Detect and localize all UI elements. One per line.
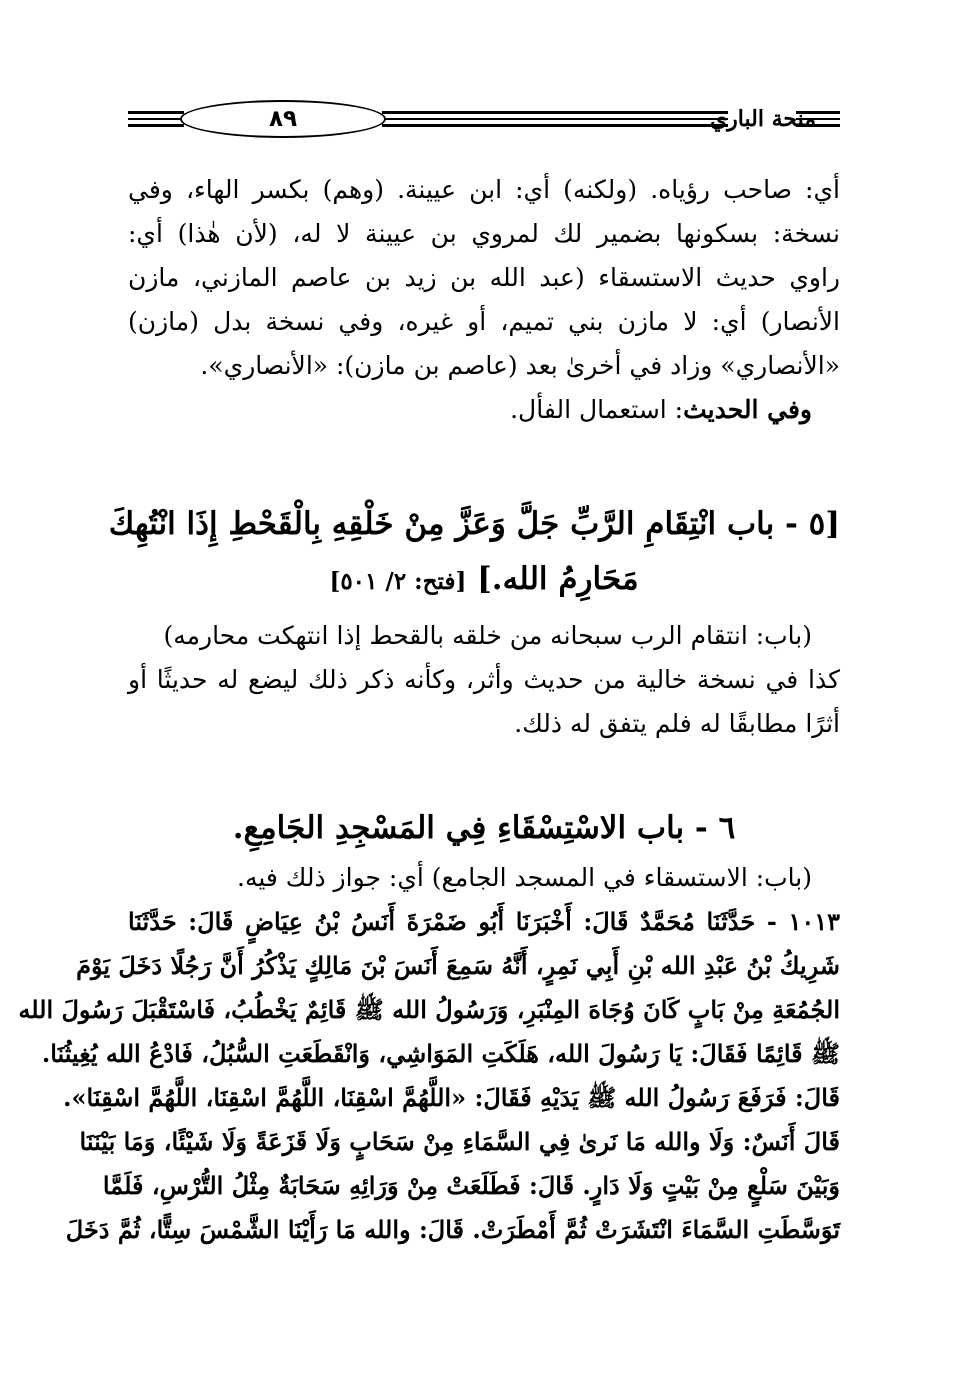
hadith-line: قَالَ أَنَسٌ: وَلَا والله مَا نَرىٰ فِي السَّمَاءِ مِنْ سَحَابٍ وَلَا قَزَعَةً وَلَا شَيْئًا، وَمَا بَيْنَنَا xyxy=(79,1127,840,1156)
hadith-line: قَالَ: فَرَفَعَ رَسُولُ الله ﷺ يَدَيْهِ فَقَالَ: «اللَّهُمَّ اسْقِنَا، اللَّهُمَّ اسْقِنَا، اللَّهُمَّ اسْقِنَا». xyxy=(63,1083,840,1112)
text-line: (باب: انتقام الرب سبحانه من خلقه بالقحط إذا انتهكت محارمه) xyxy=(163,621,812,650)
text-line: أي: صاحب رؤياه. (ولكنه) أي: ابن عيينة. (وهم) بكسر الهاء، وفي xyxy=(128,175,840,204)
text-line: كذا في نسخة خالية من حديث وأثر، وكأنه ذكر ذلك ليضع له حديثًا أو xyxy=(128,665,840,694)
text-line: راوي حديث الاستسقاء (عبد الله بن زيد بن عاصم المازني، مازن xyxy=(128,263,840,292)
chapter-title-line: [٥ - باب انْتِقَامِ الرَّبِّ جَلَّ وَعَزَّ مِنْ خَلْقِهِ بِالْقَحْطِ إِذَا انْتُهِكَ xyxy=(108,506,840,542)
commentary-paragraph-1 xyxy=(128,168,840,432)
commentary-paragraph-2 xyxy=(128,614,840,746)
chapter-title-line xyxy=(128,552,840,609)
chapter-title-tail: مَحَارِمُ الله.] xyxy=(477,561,639,597)
text-line xyxy=(128,388,840,432)
text-line: (باب: الاستسقاء في المسجد الجامع) أي: جواز ذلك فيه. xyxy=(237,863,812,892)
header-rule-center xyxy=(382,111,728,127)
hadith-line: شَرِيكُ بْنُ عَبْدِ الله بْنِ أَبِي نَمِرٍ، أَنَّهُ سَمِعَ أَنَسَ بْنَ مَالِكٍ يَذْكُرُ أَنَّ رَجُلًا دَخَلَ يَوْمَ xyxy=(76,951,840,980)
hadith-line: ﷺ قَائِمًا فَقَالَ: يَا رَسُولَ الله، هَلَكَتِ المَوَاشِي، وَانْقَطَعَتِ السُّبُلُ، فَادْعُ الله يُغِيثُنَا. xyxy=(41,1039,840,1068)
commentary-paragraph-3 xyxy=(128,856,840,900)
chapter-heading-5 xyxy=(108,496,840,609)
text-span: : استعمال الفأل. xyxy=(510,395,684,424)
fath-reference: [فتح: ٢/ ٥٠١] xyxy=(329,568,467,595)
running-header xyxy=(128,96,840,142)
running-title: منحة الباري xyxy=(709,106,817,132)
lead-phrase: وفي الحديث xyxy=(683,395,812,424)
header-rule-left xyxy=(128,111,184,127)
text-line: أثرًا مطابقًا له فلم يتفق له ذلك. xyxy=(514,709,840,738)
chapter-heading-6: ٦ - باب الاسْتِسْقَاءِ فِي المَسْجِدِ الجَامِعِ. xyxy=(232,810,736,846)
text-line: «الأنصاري» وزاد في أخرىٰ بعد (عاصم بن مازن): «الأنصاري». xyxy=(200,351,840,380)
hadith-line: تَوَسَّطَتِ السَّمَاءَ انْتَشَرَتْ ثُمَّ أَمْطَرَتْ. قَالَ: والله مَا رَأَيْنَا الشَّمْسَ سِتًّا، ثُمَّ دَخَلَ xyxy=(65,1215,840,1244)
text-line: نسخة: بسكونها بضمير لك لمروي بن عيينة لا له، (لأن هٰذا) أي: xyxy=(128,219,840,248)
text-line: الأنصار) أي: لا مازن بني تميم، أو غيره، وفي نسخة بدل (مازن) xyxy=(128,307,840,336)
hadith-1013 xyxy=(18,900,840,1252)
hadith-line: الجُمُعَةِ مِنْ بَابٍ كَانَ وُجَاهَ المِنْبَرِ، وَرَسُولُ الله ﷺ قَائِمٌ يَخْطُبُ، فَاسْتَقْبَلَ رَسُولَ الله xyxy=(18,995,840,1024)
hadith-line: ١٠١٣ - حَدَّثَنَا مُحَمَّدٌ قَالَ: أَخْبَرَنَا أَبُو ضَمْرَةَ أَنَسُ بْنُ عِيَاضٍ قَالَ: حَدَّثَنَا xyxy=(128,907,840,936)
page-number-oval xyxy=(180,100,386,138)
page-number: ٨٩ xyxy=(268,106,298,132)
hadith-line: وَبَيْنَ سَلْعٍ مِنْ بَيْتٍ وَلَا دَارٍ. قَالَ: فَطَلَعَتْ مِنْ وَرَائِهِ سَحَابَةٌ مِثْلُ التُّرْسِ، فَلَمَّا xyxy=(102,1171,840,1200)
